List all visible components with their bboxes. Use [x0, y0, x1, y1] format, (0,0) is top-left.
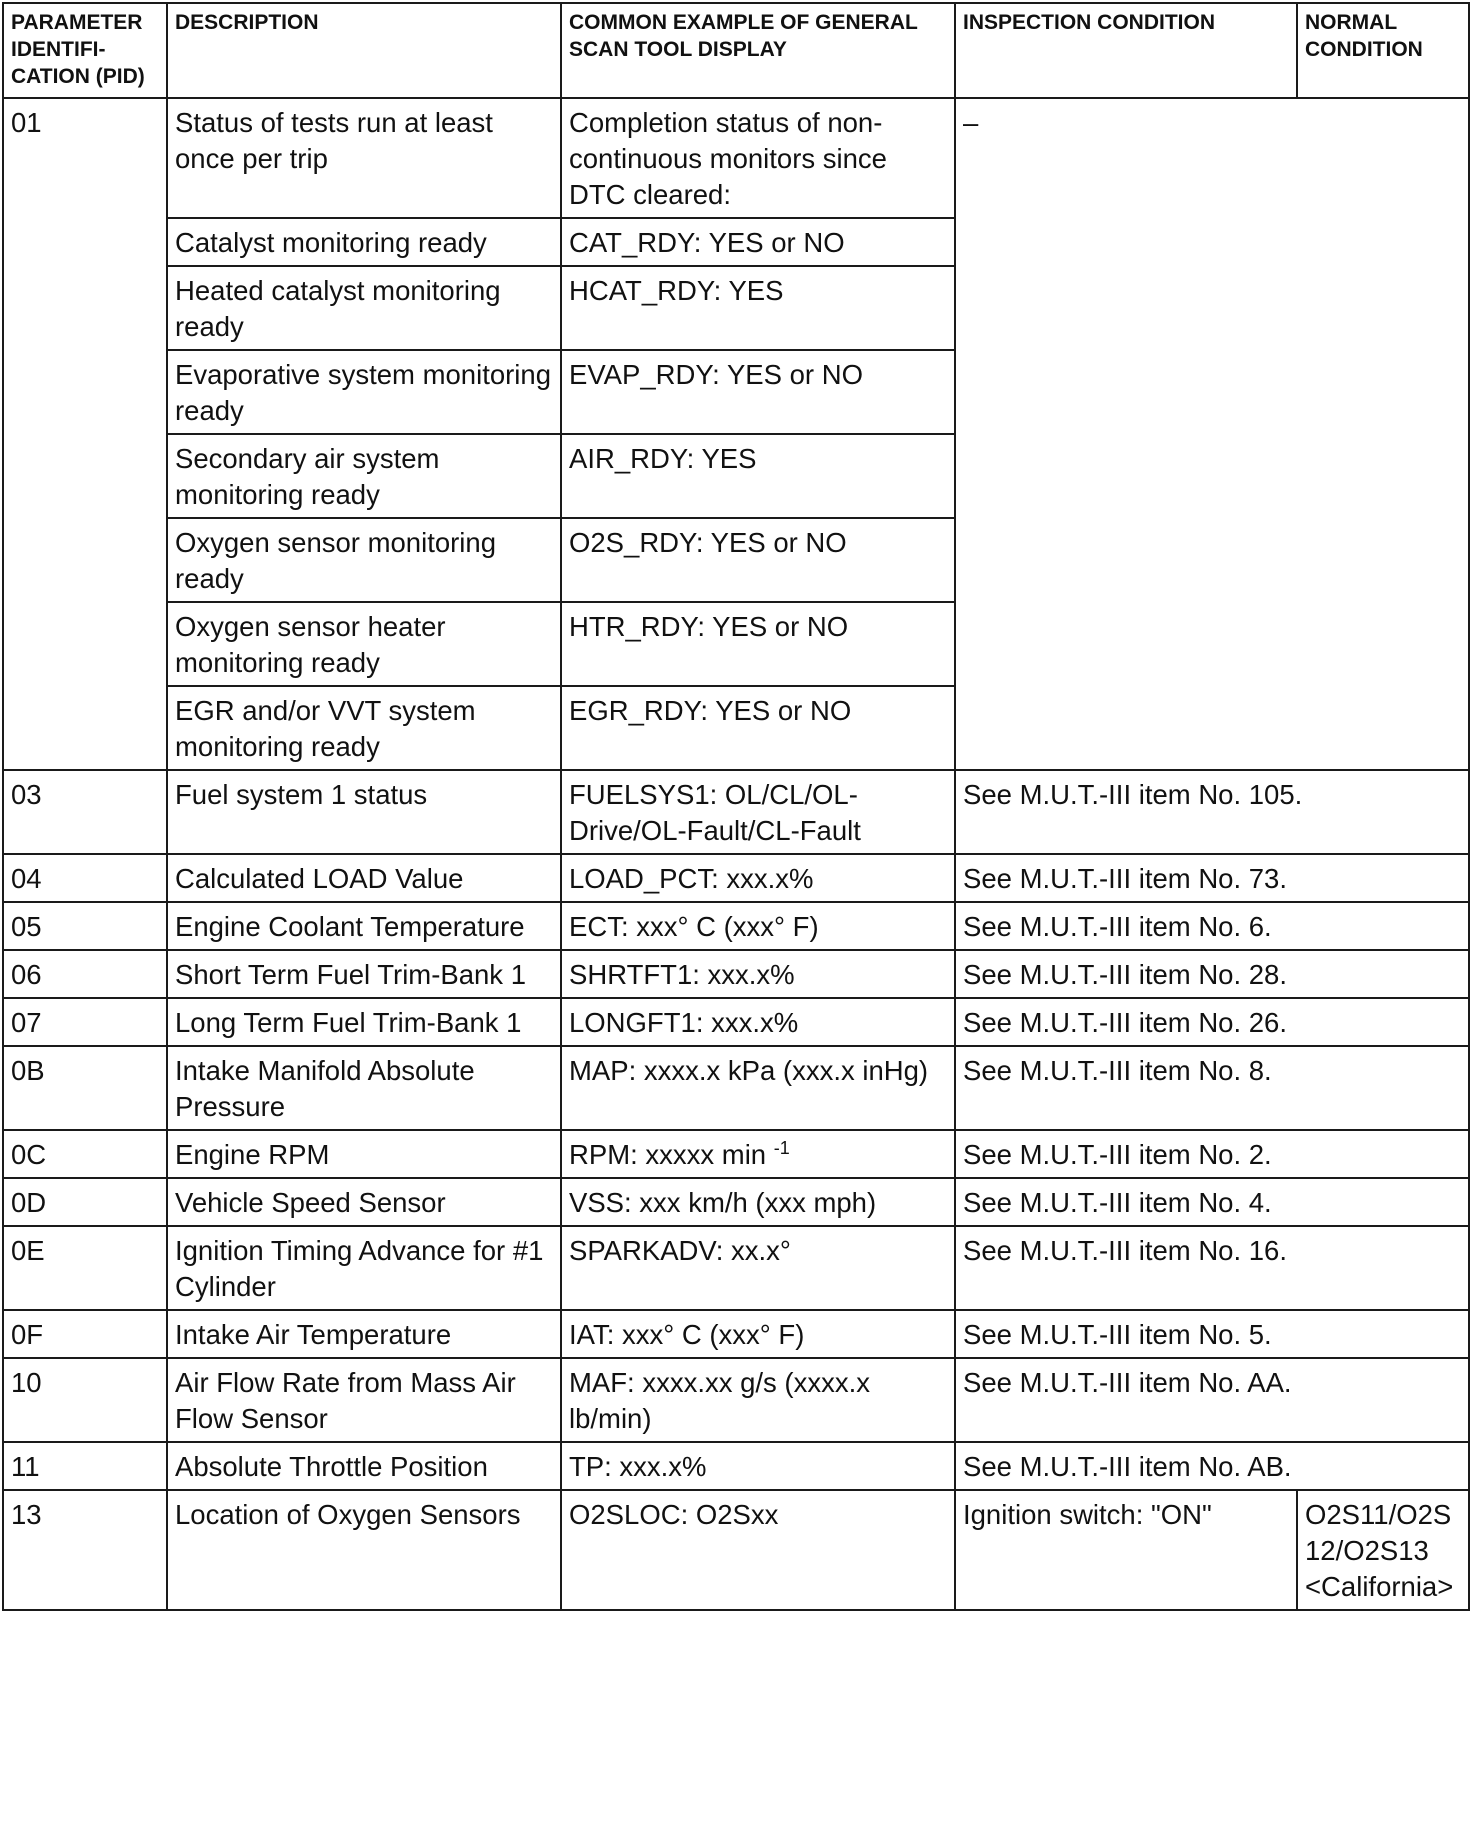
display-cell: HCAT_RDY: YES	[561, 266, 955, 350]
condition-cell: See M.U.T.-III item No. AA.	[955, 1358, 1469, 1442]
display-cell: FUELSYS1: OL/CL/OL-Drive/OL-Fault/CL-Fault	[561, 770, 955, 854]
display-cell: O2S_RDY: YES or NO	[561, 518, 955, 602]
condition-cell: See M.U.T.-III item No. 5.	[955, 1310, 1469, 1358]
table-row	[3, 902, 1469, 950]
description-cell: Absolute Throttle Position	[167, 1442, 561, 1490]
condition-cell: See M.U.T.-III item No. AB.	[955, 1442, 1469, 1490]
description-cell: Heated catalyst monitoring ready	[167, 266, 561, 350]
display-cell: HTR_RDY: YES or NO	[561, 602, 955, 686]
table-row	[3, 98, 1469, 218]
table-row	[3, 1130, 1469, 1178]
description-cell: Air Flow Rate from Mass Air Flow Sensor	[167, 1358, 561, 1442]
description-cell: Fuel system 1 status	[167, 770, 561, 854]
condition-cell: See M.U.T.-III item No. 16.	[955, 1226, 1469, 1310]
header-pid: PARAMETER IDENTIFI-CATION (PID)	[3, 3, 167, 98]
pid-cell: 03	[3, 770, 167, 854]
pid-cell: 10	[3, 1358, 167, 1442]
table-row	[3, 950, 1469, 998]
pid-cell: 04	[3, 854, 167, 902]
table-row	[3, 1310, 1469, 1358]
description-cell: Secondary air system monitoring ready	[167, 434, 561, 518]
description-cell: Oxygen sensor heater monitoring ready	[167, 602, 561, 686]
description-cell: Catalyst monitoring ready	[167, 218, 561, 266]
display-cell: EGR_RDY: YES or NO	[561, 686, 955, 770]
description-cell: Calculated LOAD Value	[167, 854, 561, 902]
description-cell: Status of tests run at least once per trip	[167, 98, 561, 218]
display-text: RPM: xxxxx min	[569, 1139, 767, 1170]
header-inspection-condition: INSPECTION CONDITION	[955, 3, 1297, 98]
display-cell: Completion status of non-continuous monitors since DTC cleared:	[561, 98, 955, 218]
merged-condition-cell: –	[955, 98, 1469, 770]
pid-cell: 0B	[3, 1046, 167, 1130]
table-row	[3, 1358, 1469, 1442]
display-cell: IAT: xxx° C (xxx° F)	[561, 1310, 955, 1358]
display-cell: ECT: xxx° C (xxx° F)	[561, 902, 955, 950]
description-cell: Engine RPM	[167, 1130, 561, 1178]
table-row	[3, 1046, 1469, 1130]
condition-cell: See M.U.T.-III item No. 28.	[955, 950, 1469, 998]
pid-cell: 0F	[3, 1310, 167, 1358]
description-cell: Short Term Fuel Trim-Bank 1	[167, 950, 561, 998]
normal-condition-cell: O2S11/O2S12/O2S13 <California>	[1297, 1490, 1469, 1610]
header-normal-condition: NORMAL CONDITION	[1297, 3, 1469, 98]
display-cell: SHRTFT1: xxx.x%	[561, 950, 955, 998]
header-description: DESCRIPTION	[167, 3, 561, 98]
condition-cell: See M.U.T.-III item No. 26.	[955, 998, 1469, 1046]
display-cell: SPARKADV: xx.x°	[561, 1226, 955, 1310]
table-row	[3, 1442, 1469, 1490]
display-cell: EVAP_RDY: YES or NO	[561, 350, 955, 434]
display-cell: MAF: xxxx.xx g/s (xxxx.x lb/min)	[561, 1358, 955, 1442]
display-cell: LONGFT1: xxx.x%	[561, 998, 955, 1046]
condition-cell: See M.U.T.-III item No. 8.	[955, 1046, 1469, 1130]
pid-cell: 01	[3, 98, 167, 770]
display-cell: TP: xxx.x%	[561, 1442, 955, 1490]
display-cell: CAT_RDY: YES or NO	[561, 218, 955, 266]
description-cell: Long Term Fuel Trim-Bank 1	[167, 998, 561, 1046]
description-cell: Intake Manifold Absolute Pressure	[167, 1046, 561, 1130]
pid-table	[2, 2, 1470, 1611]
pid-cell: 0C	[3, 1130, 167, 1178]
description-cell: Oxygen sensor monitoring ready	[167, 518, 561, 602]
table-row	[3, 770, 1469, 854]
description-cell: Location of Oxygen Sensors	[167, 1490, 561, 1610]
pid-cell: 07	[3, 998, 167, 1046]
display-cell: VSS: xxx km/h (xxx mph)	[561, 1178, 955, 1226]
condition-cell: See M.U.T.-III item No. 4.	[955, 1178, 1469, 1226]
header-scan-tool-display: COMMON EXAMPLE OF GENERAL SCAN TOOL DISPLAY	[561, 3, 955, 98]
display-cell: O2SLOC: O2Sxx	[561, 1490, 955, 1610]
condition-cell: See M.U.T.-III item No. 73.	[955, 854, 1469, 902]
pid-cell: 13	[3, 1490, 167, 1610]
superscript-exponent: -1	[773, 1138, 790, 1158]
description-cell: Engine Coolant Temperature	[167, 902, 561, 950]
description-cell: Evaporative system monitoring ready	[167, 350, 561, 434]
table-row	[3, 1226, 1469, 1310]
description-cell: Intake Air Temperature	[167, 1310, 561, 1358]
display-cell: AIR_RDY: YES	[561, 434, 955, 518]
table-header-row	[3, 3, 1469, 98]
description-cell: Ignition Timing Advance for #1 Cylinder	[167, 1226, 561, 1310]
pid-cell: 0D	[3, 1178, 167, 1226]
condition-cell: See M.U.T.-III item No. 6.	[955, 902, 1469, 950]
display-cell: LOAD_PCT: xxx.x%	[561, 854, 955, 902]
description-cell: Vehicle Speed Sensor	[167, 1178, 561, 1226]
pid-cell: 0E	[3, 1226, 167, 1310]
table-row	[3, 854, 1469, 902]
pid-cell: 06	[3, 950, 167, 998]
display-cell	[561, 1130, 955, 1178]
table-row	[3, 1490, 1469, 1610]
condition-cell: See M.U.T.-III item No. 2.	[955, 1130, 1469, 1178]
document-sheet	[2, 2, 1468, 1824]
condition-cell: See M.U.T.-III item No. 105.	[955, 770, 1469, 854]
display-cell: MAP: xxxx.x kPa (xxx.x inHg)	[561, 1046, 955, 1130]
pid-cell: 11	[3, 1442, 167, 1490]
table-row	[3, 998, 1469, 1046]
table-row	[3, 1178, 1469, 1226]
inspection-condition-cell: Ignition switch: "ON"	[955, 1490, 1297, 1610]
description-cell: EGR and/or VVT system monitoring ready	[167, 686, 561, 770]
pid-cell: 05	[3, 902, 167, 950]
